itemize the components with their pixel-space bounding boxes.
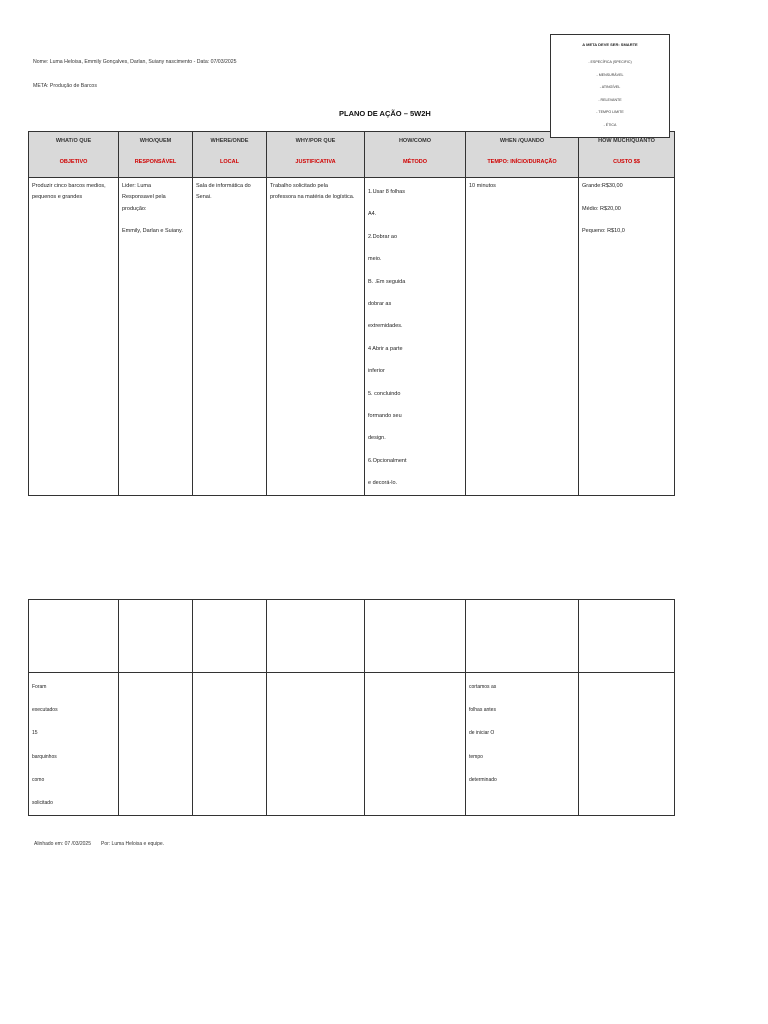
footer (34, 841, 164, 847)
cell-text-line: Grande:R$30,00 (582, 183, 623, 189)
cell-result-empty (365, 673, 466, 816)
smart-item-measurable: - MENSURÁVEL (596, 73, 624, 77)
cell-justification-lines (267, 178, 364, 204)
goal-line: META: Produção de Barcos (33, 83, 97, 89)
empty-cell (119, 600, 193, 673)
header-how-much-label: HOW MUCH/QUANTO (598, 138, 655, 144)
cell-text-line: Pequeno: R$10,0 (582, 228, 625, 235)
name-date-line: Nome: Luma Heloisa, Emmily Gonçalves, Darlan, Suiany nascimento - Data: 07/03/2025 (33, 59, 237, 65)
cell-text-line: design. (368, 435, 386, 442)
cell-result-notes (466, 673, 579, 816)
cell-text-line: determinado (469, 776, 497, 783)
smart-item-relevant: - RELEVANTE (598, 98, 622, 102)
cell-location (193, 178, 267, 496)
header-how-label: HOW/COMO (398, 138, 432, 144)
header-how-much (579, 132, 675, 178)
cell-text-line: pequenos e grandes (32, 194, 83, 201)
cell-text-line: Sala de informática do (196, 183, 251, 189)
empty-cell (193, 600, 267, 673)
header-what-sub: OBJETIVO (59, 159, 88, 165)
cell-method (365, 178, 466, 496)
cell-text-line: folhas antes (469, 707, 496, 714)
footer-author: Por: Luma Heloisa e equipe. (101, 841, 165, 847)
cell-text-line: Trabalho solicitado pela (270, 183, 328, 189)
header-how (365, 132, 466, 178)
cell-location-lines (193, 178, 266, 204)
cell-text-line: Responsavel pela (122, 194, 166, 201)
results-table (28, 599, 675, 816)
smart-item-achievable: - ATINGÍVEL (599, 85, 621, 89)
header-who-label: WHO/QUEM (139, 138, 172, 144)
cell-text-line: Emmily, Darlan e Suiany. (122, 228, 183, 235)
empty-cell (29, 600, 119, 673)
cell-result-empty (193, 673, 267, 816)
header-how-sub: MÉTODO (402, 159, 428, 165)
cell-result-outcome-lines (29, 673, 118, 815)
cell-text-line: extremidades. (368, 323, 403, 330)
cell-result-empty (579, 673, 675, 816)
smart-item-specific: - ESPECÍFICA (SPECIFIC) (588, 60, 632, 64)
header-why-sub: JUSTIFICATIVA (295, 159, 336, 165)
empty-cell (365, 600, 466, 673)
cell-text-line: 10 minutos (469, 183, 496, 189)
smart-box-title: A META DEVE SER: SMARTE (582, 42, 638, 47)
header-where-sub: LOCAL (220, 159, 239, 165)
cell-text-line: 1.Usar 8 folhas (368, 189, 405, 195)
cell-cost (579, 178, 675, 496)
cell-result-empty (119, 673, 193, 816)
cell-text-line (582, 192, 671, 203)
smart-item-ethics: - ÉTICA (603, 123, 617, 127)
cell-text-line (582, 215, 671, 226)
header-who (119, 132, 193, 178)
smart-item-time-limit: - TEMPO LIMITE (596, 110, 624, 114)
footer-aligned-date: Alinhado em: 07 /03/2025 (34, 841, 91, 847)
empty-cell (579, 600, 675, 673)
cell-text-line: tempo (469, 753, 483, 760)
plan-table (28, 131, 675, 496)
cell-text-line: professora na matéria de logística. (270, 194, 355, 201)
cell-responsible-lines (119, 178, 192, 237)
cell-time-lines (466, 178, 578, 192)
cell-text-line: produção: (122, 205, 147, 212)
cell-responsible (119, 178, 193, 496)
smart-goal-box (550, 34, 670, 138)
cell-result-outcome (29, 673, 119, 816)
header-when (466, 132, 579, 178)
cell-method-lines (365, 178, 465, 495)
cell-text-line: A4. (368, 211, 377, 218)
cell-result-notes-lines (466, 673, 578, 792)
cell-text-line: cortamos as (469, 684, 497, 690)
cell-text-line: Lider: Luma (122, 183, 152, 189)
cell-time (466, 178, 579, 496)
cell-text-line: meio. (368, 256, 382, 263)
cell-result-empty (267, 673, 365, 816)
cell-text-line: 4 Abrir a parte (368, 345, 403, 352)
cell-text-line: 5. concluindo (368, 390, 401, 397)
cell-text-line (122, 215, 189, 226)
cell-text-line: de iniciar O (469, 730, 495, 737)
cell-text-line: Médio: R$20,00 (582, 205, 621, 212)
cell-text-line: solicitado (32, 800, 53, 807)
cell-text-line: Produzir cinco barcos medios, (32, 183, 106, 189)
cell-text-line: e decorá-lo. (368, 480, 398, 487)
header-where-label: WHERE/ONDE (210, 138, 249, 144)
cell-text-line: barquinhos (32, 753, 57, 760)
header-when-sub: TEMPO: INÍCIO/DURAÇÃO (487, 159, 557, 165)
header-who-sub: RESPONSÁVEL (134, 159, 177, 165)
results-data-row (29, 673, 675, 816)
empty-cell (267, 600, 365, 673)
results-empty-row (29, 600, 675, 673)
plan-header-row (29, 132, 675, 178)
cell-objective (29, 178, 119, 496)
header-when-label: WHEN /QUANDO (499, 138, 545, 144)
cell-text-line: 15 (32, 730, 38, 737)
cell-text-line: formando seu (368, 413, 402, 420)
empty-cell (466, 600, 579, 673)
cell-text-line: 2.Dobrar ao (368, 233, 398, 240)
header-what-label: WHAT/O QUE (55, 138, 92, 144)
cell-text-line: inferior (368, 368, 385, 375)
page-title: PLANO DE AÇÃO – 5W2H (339, 109, 431, 118)
header-where (193, 132, 267, 178)
cell-objective-lines (29, 178, 118, 204)
cell-text-line: Senai. (196, 194, 212, 201)
header-how-much-sub: CUSTO $$ (613, 159, 640, 165)
header-why (267, 132, 365, 178)
header-what (29, 132, 119, 178)
cell-justification (267, 178, 365, 496)
header-why-label: WHY/POR QUE (295, 138, 336, 144)
cell-text-line: B. .Em seguida (368, 278, 406, 285)
cell-text-line: 6.Opcionalment (368, 457, 407, 464)
plan-data-row (29, 178, 675, 496)
cell-cost-lines (579, 178, 674, 237)
cell-text-line: Foram (32, 684, 47, 690)
cell-text-line: executados (32, 707, 58, 714)
cell-text-line: como (32, 776, 45, 783)
cell-text-line: dobrar as (368, 301, 392, 308)
